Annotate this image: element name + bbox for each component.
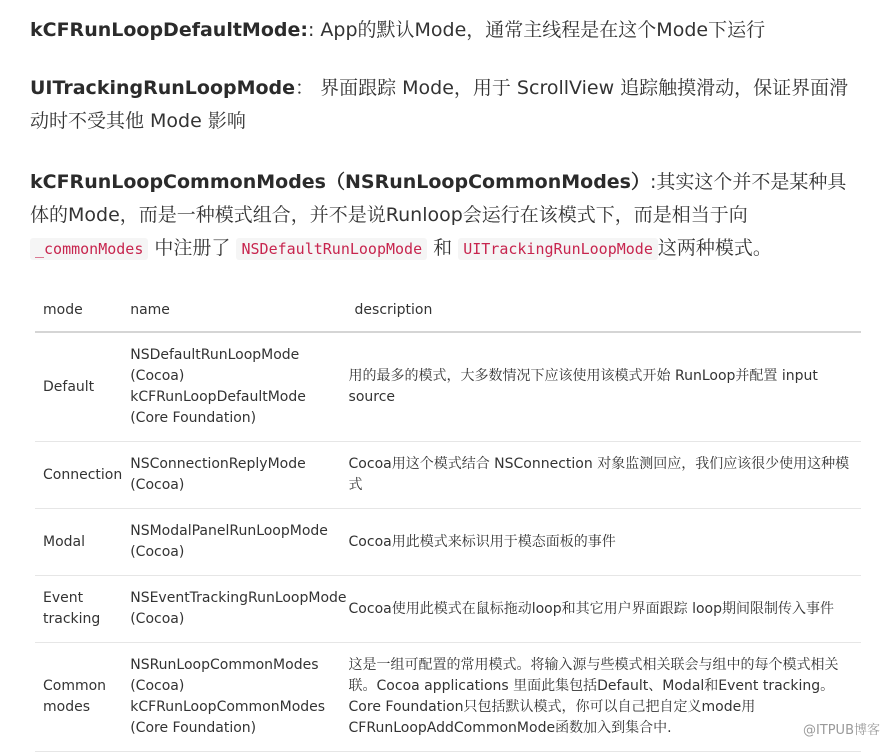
runloop-modes-table (35, 296, 861, 752)
cell-description: 用的最多的模式，大多数情况下应该使用该模式开始 RunLoop并配置 input source (347, 332, 861, 442)
cell-mode: Common modes (35, 643, 122, 752)
desc-default-mode: : App的默认Mode，通常主线程是在这个Mode下运行 (307, 19, 766, 41)
code-uitracking-runloop-mode: UITrackingRunLoopMode (458, 238, 658, 260)
paragraph-default-mode (30, 14, 860, 47)
desc-common-modes-1: :其实这个并不是某种具体的Mode，而是一种模式组合，并不是说Runloop会运行在该模式下，而是相当于向 (30, 171, 847, 226)
term-common-modes: kCFRunLoopCommonModes（NSRunLoopCommonModes） (30, 171, 650, 193)
cell-description: Cocoa用此模式来标识用于模态面板的事件 (347, 509, 861, 576)
code-common-modes-ivar: _commonModes (30, 238, 148, 260)
paragraph-tracking-mode (30, 72, 860, 138)
cell-name: NSDefaultRunLoopMode (Cocoa) kCFRunLoopDefaultMode (Core Foundation) (122, 332, 346, 442)
table-row (35, 442, 861, 509)
header-description: description (347, 296, 861, 332)
cell-description: 这是一组可配置的常用模式。将输入源与些模式相关联会与组中的每个模式相关联。Cocoa applications 里面此集包括Default、Modal和Event tracking。Core Foundation只包括默认模式，你可以自己把自定义mode用CFRunLoopAddCommonMode函数加入到集合中. (347, 643, 861, 752)
term-tracking-mode: UITrackingRunLoopMode (30, 77, 296, 99)
cell-name: NSEventTrackingRunLoopMode (Cocoa) (122, 576, 346, 643)
table-row (35, 509, 861, 576)
header-mode: mode (35, 296, 122, 332)
cell-mode: Modal (35, 509, 122, 576)
cell-description: Cocoa使用此模式在鼠标拖动loop和其它用户界面跟踪 loop期间限制传入事件 (347, 576, 861, 643)
header-name: name (122, 296, 346, 332)
table-row (35, 332, 861, 442)
term-default-mode: kCFRunLoopDefaultMode: (30, 19, 308, 41)
cell-mode: Connection (35, 442, 122, 509)
cell-name: NSModalPanelRunLoopMode (Cocoa) (122, 509, 346, 576)
desc-common-modes-2: 中注册了 (154, 237, 231, 259)
cell-name: NSRunLoopCommonModes (Cocoa) kCFRunLoopCommonModes (Core Foundation) (122, 643, 346, 752)
watermark: @ITPUB博客 (802, 723, 880, 738)
cell-name: NSConnectionReplyMode (Cocoa) (122, 442, 346, 509)
code-default-runloop-mode: NSDefaultRunLoopMode (236, 238, 427, 260)
desc-tracking-mode: ： 界面跟踪 Mode，用于 ScrollView 追踪触摸滑动，保证界面滑动时不受其他 Mode 影响 (30, 77, 849, 132)
table-row (35, 643, 861, 752)
cell-mode: Default (35, 332, 122, 442)
table-row (35, 576, 861, 643)
desc-common-modes-3: 和 (433, 237, 453, 259)
table-header-row (35, 296, 861, 332)
paragraph-common-modes (30, 166, 860, 266)
cell-description: Cocoa用这个模式结合 NSConnection 对象监测回应，我们应该很少使用这种模式 (347, 442, 861, 509)
desc-common-modes-4: 这两种模式。 (657, 237, 772, 259)
cell-mode: Event tracking (35, 576, 122, 643)
